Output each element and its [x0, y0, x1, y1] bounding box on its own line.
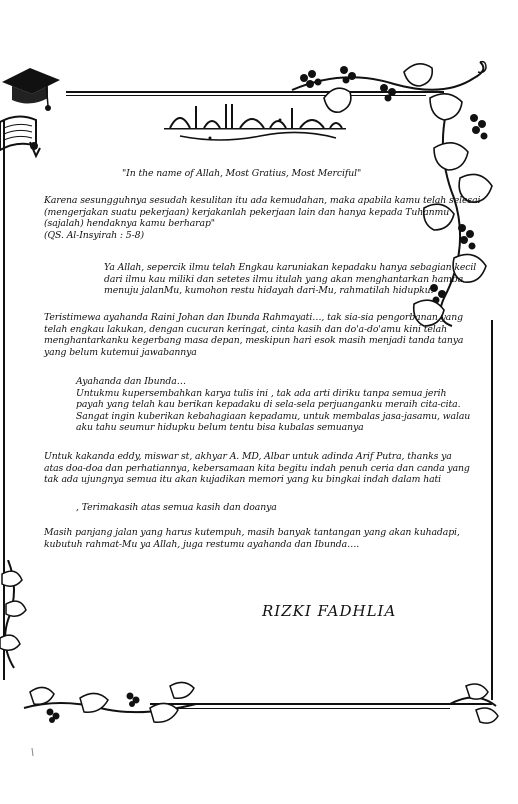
parents-line: Ayahanda dan Ibunda…: [76, 376, 186, 387]
friends-line: tak ada ujungnya semua itu akan kujadikan memori yang ku bingkai indah dalam hati: [44, 474, 442, 486]
parents-block: [76, 376, 470, 434]
grape-vine-bottom: [20, 678, 200, 728]
closing-block: [44, 527, 460, 550]
parents-line: aku tahu seumur hidupku belum tentu bisa kubalas semuanya: [76, 422, 364, 434]
prayer-block: [104, 262, 476, 297]
friends-line: Untuk kakanda eddy, miswar st, akhyar A. MD, Albar untuk adinda Arif Putra, thanks ya: [44, 451, 452, 462]
special-line: menghantarkanku kegerbang masa depan, meskipun hari esok masih menjadi tanda tanya: [44, 335, 464, 347]
special-line: Teristimewa ayahanda Raini Johan dan Ibunda Rahmayati…, tak sia-sia pengorbanan yang: [44, 312, 463, 323]
page-heading: "In the name of Allah, Most Gratius, Most Merciful": [122, 168, 362, 179]
grape-vine-left: [0, 560, 30, 670]
thanks-line: , Terimakasih atas semua kasih dan doanya: [76, 502, 277, 513]
special-line: yang belum kutemui jawabannya: [44, 346, 197, 358]
closing-line: kubutuh rahmat-Mu ya Allah, juga restumu ayahanda dan Ibunda….: [44, 538, 360, 550]
frame-bottom-line: [150, 703, 492, 705]
quote-line: Karena sesungguhnya sesudah kesulitan itu ada kemudahan, maka apabila kamu telah selesai: [44, 195, 481, 206]
parents-line: Sangat ingin kuberikan kebahagiaan kepadamu, untuk membalas jasa-jasamu, walau: [76, 410, 471, 422]
quote-block: [44, 195, 480, 241]
quote-line: (mengerjakan suatu pekerjaan) kerjakanlah pekerjaan lain dan hanya kepada Tuhanmu: [44, 206, 450, 218]
prayer-line: menuju jalanMu, kumohon restu hidayah dari-Mu, rahmatilah hidupku.: [104, 285, 434, 297]
frame-right-line: [491, 320, 493, 700]
special-line: telah engkau lakukan, dengan cucuran keringat, cinta kasih dan do'a-do'amu kini telah: [44, 323, 448, 335]
prayer-line: Ya Allah, sepercik ilmu telah Engkau karuniakan kepadaku hanya sebagian kecil: [104, 262, 477, 273]
closing-line: Masih panjang jalan yang harus kutempuh, masih banyak tantangan yang akan kuhadapi,: [44, 527, 460, 538]
grape-vine-corner-bottom-right: [446, 680, 506, 730]
quote-source: (QS. Al-Insyirah : 5-8): [44, 229, 144, 241]
friends-block: [44, 451, 470, 486]
graduation-cap-icon: [0, 62, 64, 114]
parents-line: payah yang telah kau berikan kepadaku di sela-sela perjuanganku meraih cita-cita.: [76, 399, 461, 411]
prayer-line: dari ilmu kau miliki dan setetes ilmu itulah yang akan menghantarkan hamba: [104, 273, 464, 285]
quote-line: (sajalah) hendaknya kamu berharap": [44, 218, 215, 230]
parents-line: Untukmu kupersembahkan karya tulis ini , tak ada arti diriku tanpa semua jerih: [76, 387, 447, 399]
special-thanks-block: [44, 312, 463, 358]
basmala-text: بسم الله الرحمن الرحيم: [249, 120, 261, 121]
diploma-scroll-icon: [0, 112, 44, 162]
friends-line: atas doa-doa dan perhatiannya, kebersamaan kita begitu indah penuh ceria dan canda yang: [44, 462, 470, 474]
signature-name: RIZKI FADHLIA: [262, 602, 397, 620]
scan-mark: [30, 748, 36, 756]
basmala-calligraphy: [160, 98, 350, 144]
